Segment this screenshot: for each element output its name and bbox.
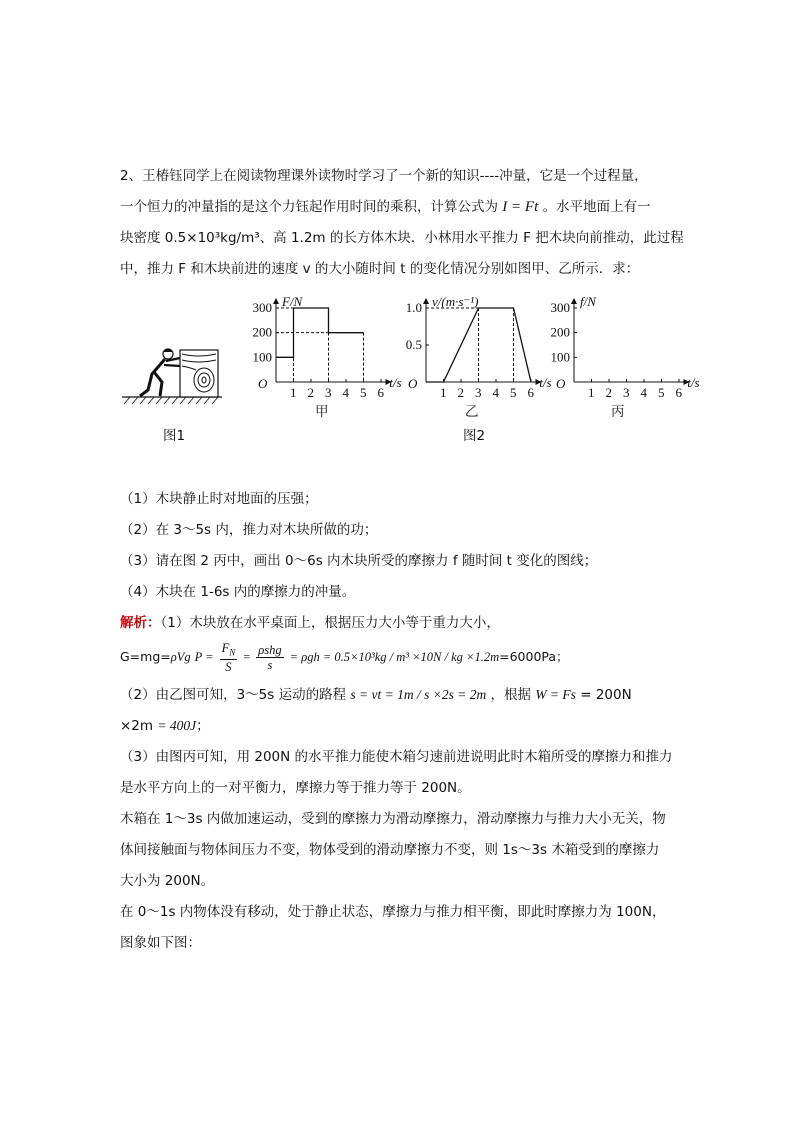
chart-jia xyxy=(238,290,402,408)
chart-yi-label: 乙 xyxy=(465,404,479,420)
jia-origin: O xyxy=(258,376,268,391)
eq-frac1-num: F xyxy=(221,640,230,655)
yi-x-tick-label: 5 xyxy=(510,385,517,400)
jia-x-axis-label: t/s xyxy=(389,375,402,390)
problem-line-3: 块密度 0.5×10³kg/m³、高 1.2m 的长方体木块．小林用水平推力 F 把木块向前推动，此过程 xyxy=(120,230,684,246)
jia-x-tick-label: 3 xyxy=(325,385,332,400)
eq-P: P = xyxy=(194,650,214,664)
s2c: = 200N xyxy=(580,687,632,703)
eq-frac2-num: ρshg xyxy=(258,643,282,657)
yi-x-tick-label: 6 xyxy=(527,385,534,400)
impulse-formula: I = Ft xyxy=(502,199,539,215)
yi-y-tick-label: 0.5 xyxy=(405,337,422,352)
bing-y-tick-label: 300 xyxy=(550,300,570,315)
eq-frac1-den: S xyxy=(225,660,232,675)
jia-y-axis-label: F/N xyxy=(282,294,303,309)
s2a: （2）由乙图可知，3～5s 运动的路程 xyxy=(120,687,347,703)
eq-rest: = ρgh = 0.5×10³kg / m³ ×10N / kg ×1.2m xyxy=(289,650,500,664)
chart-bing-label: 丙 xyxy=(611,404,625,420)
problem-line-2a: 一个恒力的冲量指的是这个力钰起作用时间的乘积，计算公式为 xyxy=(120,199,498,215)
eq-frac1-sub: N xyxy=(229,647,236,658)
yi-y-arrow xyxy=(423,298,429,304)
chart-yi xyxy=(388,290,552,408)
bing-x-tick-label: 5 xyxy=(658,385,665,400)
yi-origin: O xyxy=(408,376,418,391)
solution-step-3-line-1: （3）由图丙可知，用 200N 的水平推力能使木箱匀速前进说明此时木箱所受的摩擦力和推力 xyxy=(120,749,673,765)
jia-x-tick-label: 1 xyxy=(290,385,297,400)
jia-x-tick-label: 2 xyxy=(307,385,314,400)
s2-formula-3: = 400J xyxy=(157,718,197,733)
eq-prefix: G=mg= xyxy=(120,649,171,664)
figure-1-caption: 图1 xyxy=(163,428,186,444)
bing-y-tick-label: 100 xyxy=(550,349,570,365)
jia-x-tick-label: 5 xyxy=(360,385,367,400)
solution-step-3-line-7: 图象如下图： xyxy=(120,935,201,951)
eq-equals: = xyxy=(243,650,251,664)
solution-step-3-line-2: 是水平方向上的一对平衡力，摩擦力等于推力等于 200N。 xyxy=(120,780,471,796)
figure-1-illustration xyxy=(118,340,228,410)
chart-bing xyxy=(536,290,700,408)
eq-frac2-den: s xyxy=(267,658,273,672)
jia-y-tick-label: 300 xyxy=(252,300,272,315)
solution-step-1: （1）木块放在水平桌面上，根据压力大小等于重力大小， xyxy=(160,615,500,631)
solution-step-3-line-5: 大小为 200N。 xyxy=(120,873,215,889)
solution-line-1 xyxy=(120,613,500,633)
eq-result: =6000Pa； xyxy=(499,649,569,664)
jia-x-tick-label: 4 xyxy=(342,385,349,400)
eq-frac-force-area xyxy=(220,641,238,675)
yi-y-tick-label: 1.0 xyxy=(405,300,422,315)
jia-y-arrow xyxy=(273,298,279,304)
bing-y-arrow xyxy=(571,298,577,304)
yi-x-tick-label: 3 xyxy=(475,385,482,400)
jia-force-series xyxy=(276,308,364,357)
bing-x-tick-label: 2 xyxy=(605,385,612,400)
yi-y-axis-label: v/(m·s⁻¹) xyxy=(432,294,479,309)
question-3: （3）请在图 2 丙中，画出 0～6s 内木块所受的摩擦力 f 随时间 t 变化的图线； xyxy=(120,553,598,569)
yi-x-tick-label: 2 xyxy=(457,385,464,400)
s2e: ； xyxy=(196,718,210,734)
s2b: ，根据 xyxy=(490,687,532,703)
chart-jia-label: 甲 xyxy=(315,404,329,420)
question-1: （1）木块静止时对地面的压强； xyxy=(120,491,318,507)
s2d: ×2m xyxy=(120,718,154,734)
bing-x-tick-label: 3 xyxy=(623,385,630,400)
problem-line-2b: 。水平地面上有一 xyxy=(542,199,651,215)
s2-formula-2: W = Fs xyxy=(535,687,576,702)
figure-2-caption: 图2 xyxy=(463,428,486,444)
question-4: （4）木块在 1-6s 内的摩擦力的冲量。 xyxy=(120,584,356,600)
bing-x-tick-label: 4 xyxy=(640,385,647,400)
problem-line-1: 2、王椿钰同学上在阅读物理课外读物时学习了一个新的知识----冲量，它是一个过程量， xyxy=(120,168,648,184)
solution-step-2-line-2 xyxy=(120,716,210,736)
yi-x-tick-label: 4 xyxy=(492,385,499,400)
jia-x-tick-label: 6 xyxy=(377,385,384,400)
eq-frac-rhoshg xyxy=(256,643,283,672)
bing-y-axis-label: f/N xyxy=(580,294,596,309)
eq-rhoVg: ρVg xyxy=(170,650,191,664)
yi-x-tick-label: 1 xyxy=(440,385,447,400)
solution-step-3-line-4: 体间接触面与物体间压力不变，物体受到的滑动摩擦力不变，则 1s～3s 木箱受到的摩擦力 xyxy=(120,842,660,858)
solution-step-3-line-3: 木箱在 1～3s 内做加速运动，受到的摩擦力为滑动摩擦力，滑动摩擦力与推力大小无关，物 xyxy=(120,811,666,827)
problem-line-4: 中，推力 F 和木块前进的速度 v 的大小随时间 t 的变化情况分别如图甲、乙所示．求： xyxy=(120,261,640,277)
jia-y-tick-label: 100 xyxy=(252,349,272,365)
solution-step-2-line-1 xyxy=(120,685,632,705)
bing-y-tick-label: 200 xyxy=(550,324,570,340)
problem-line-2 xyxy=(120,197,651,217)
solution-label: 解析： xyxy=(120,615,161,631)
yi-x-axis-label: t/s xyxy=(539,375,552,390)
solution-equation xyxy=(120,640,569,674)
bing-x-tick-label: 6 xyxy=(675,385,682,400)
question-2: （2）在 3～5s 内，推力对木块所做的功； xyxy=(120,522,378,538)
bing-origin: O xyxy=(556,376,566,391)
solution-step-3-line-6: 在 0～1s 内物体没有移动，处于静止状态，摩擦力与推力相平衡，即此时摩擦力为 100N， xyxy=(120,904,666,920)
bing-x-tick-label: 1 xyxy=(588,385,595,400)
jia-y-tick-label: 200 xyxy=(252,324,272,340)
s2-formula-1: s = vt = 1m / s ×2s = 2m xyxy=(350,687,487,702)
bing-x-axis-label: t/s xyxy=(687,375,700,390)
